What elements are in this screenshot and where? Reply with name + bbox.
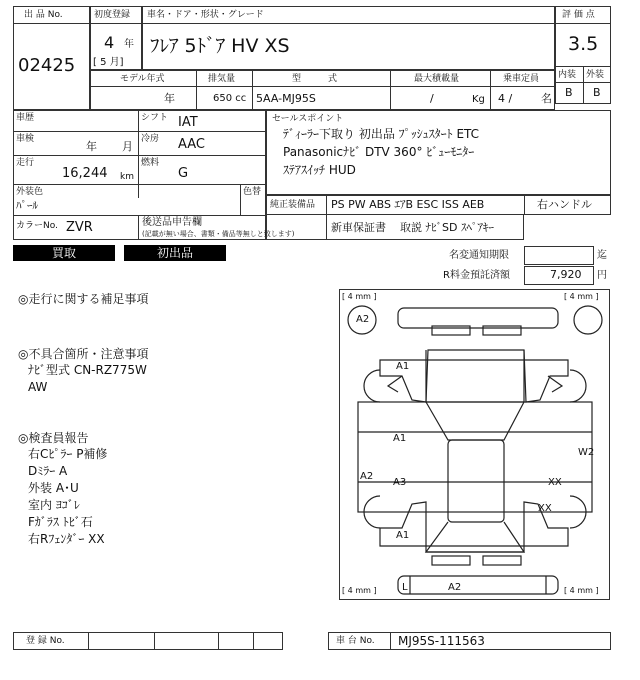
defect-line-1: ﾅﾋﾞ型式 CN-RZ775W (28, 363, 147, 377)
color-change-label: 色替 (243, 187, 262, 197)
tire-front-right: [ 4 mm ] (564, 292, 599, 301)
damage-mark: XX (538, 503, 552, 514)
front-plate-shape-2 (483, 326, 521, 335)
fuel-value: G (178, 166, 189, 181)
name-change-box (524, 246, 594, 265)
recycle-value: 7,920 (550, 268, 582, 281)
model-year-label: モデル年式 (120, 74, 165, 84)
damage-mark: W2 (578, 447, 595, 458)
equipment-value: PS PW ABS ｴｱB ESC ISS AEB (331, 198, 485, 211)
hood-shape (426, 350, 524, 402)
rear-bumper-shape (398, 576, 558, 594)
max-load-label: 最大積載量 (414, 74, 460, 84)
reg-no-label: 登 録 No. (26, 636, 65, 646)
recycle-unit: 円 (597, 270, 607, 281)
interior-label: 内装 (558, 70, 577, 80)
supplement-title: ◎走行に関する補足事項 (18, 292, 149, 306)
type-label: 型 式 (292, 74, 338, 84)
displacement-value: 650 cc (213, 93, 247, 104)
inspector-line-6: 右Rﾌｪﾝﾀﾞｰ XX (28, 532, 105, 546)
chassis-value: MJ95S-111563 (398, 634, 485, 648)
inspector-line-3: 外装 A･U (28, 481, 79, 495)
lot-number: 02425 (18, 55, 76, 76)
wheel-front-left (364, 370, 380, 402)
inspector-line-2: Dﾐﾗｰ A (28, 464, 68, 478)
ext-color-value: ﾊﾟｰﾙ (16, 199, 38, 212)
inspector-line-4: 室内 ﾖｺﾞﾚ (28, 498, 80, 512)
sales-points-label: セールスポイント (272, 114, 344, 124)
mileage-unit: km (120, 172, 134, 182)
first-reg-month: [ 5 月] (93, 57, 124, 68)
damage-mark: A1 (396, 361, 410, 372)
mileage-value: 16,244 (62, 166, 108, 181)
car-name-label: 車名・ドア・形状・グレード (147, 10, 264, 20)
tire-rear-right: [ 4 mm ] (564, 586, 599, 595)
name-change-label: 名変通知期限 (449, 250, 509, 261)
damage-mark: L (402, 582, 408, 593)
inspection-year-unit: 年 (86, 140, 97, 153)
shift-value: IAT (178, 115, 198, 130)
cabin-shape (426, 402, 524, 440)
damage-mark: A2 (360, 471, 374, 482)
chassis-label: 車 台 No. (336, 636, 375, 646)
tire-rear-left: [ 4 mm ] (342, 586, 377, 595)
purchase-tag: 買取 (13, 245, 115, 261)
tire-front-left: [ 4 mm ] (342, 292, 377, 301)
capacity-label: 乗車定員 (503, 74, 540, 84)
capacity-value: 4 / (498, 92, 513, 105)
wheel-front-right (570, 370, 586, 402)
docs-label: 後送品申告欄 (142, 217, 202, 228)
lot-no-label: 出 品 No. (24, 10, 63, 20)
max-load-value: / (430, 92, 434, 105)
displacement-label: 排気量 (208, 74, 236, 84)
damage-diagram (339, 289, 610, 600)
exterior-label: 外装 (586, 70, 605, 80)
color-no-value: ZVR (66, 220, 93, 235)
rear-plate-shape (432, 556, 470, 565)
first-reg-label: 初度登録 (94, 10, 131, 20)
inspector-line-5: Fｶﾞﾗｽ ﾄﾋﾞ石 (28, 515, 93, 529)
right-mirror-shape (548, 376, 562, 392)
fuel-label: 燃料 (141, 158, 160, 168)
inspector-title: ◎検査員報告 (18, 431, 89, 445)
color-no-label: カラーNo. (16, 221, 58, 231)
front-plate-shape (432, 326, 470, 335)
damage-mark: A2 (356, 314, 370, 325)
inspection-label: 車検 (16, 134, 35, 144)
warranty-value: 取説 ﾅﾋﾞSD ｽﾍﾟｱｷｰ (400, 221, 494, 234)
damage-mark: XX (548, 477, 562, 488)
sales-point-line-2: Panasonicﾅﾋﾞ DTV 360° ﾋﾞｭｰﾓﾆﾀｰ (283, 145, 475, 159)
car-upper-body (380, 350, 568, 402)
shift-label: シフト (141, 113, 169, 123)
first-reg-year: 4 (104, 33, 115, 52)
spare-tire-right (574, 306, 602, 334)
damage-mark: A1 (393, 433, 407, 444)
front-bumper-shape (398, 308, 558, 328)
left-mirror-shape (388, 376, 402, 392)
equipment-label: 純正装備品 (270, 200, 316, 210)
defect-line-2: AW (28, 380, 48, 394)
recycle-label: R料金預託済額 (443, 270, 510, 281)
type-value: 5AA-MJ95S (256, 92, 316, 105)
ext-color-label: 外装色 (16, 187, 44, 197)
damage-mark: A1 (396, 530, 410, 541)
exterior-grade: B (593, 86, 601, 99)
damage-mark: A2 (448, 582, 462, 593)
score-value: 3.5 (568, 33, 599, 55)
defects-title: ◎不具合箇所・注意事項 (18, 347, 149, 361)
side-band (358, 402, 595, 512)
car-diagram-svg (340, 290, 609, 599)
name-change-unit: 迄 (597, 250, 607, 261)
warranty-label: 新車保証書 (331, 221, 386, 234)
first-listing-tag: 初出品 (124, 245, 226, 261)
sales-point-line-3: ｽﾃｱｽｲｯﾁ HUD (283, 163, 356, 177)
handle-value: 右ハンドル (537, 198, 592, 211)
ac-value: AAC (178, 137, 205, 152)
year-unit: 年 (124, 39, 134, 50)
car-name: ﾌﾚｱ 5ﾄﾞｱ HV XS (150, 35, 290, 57)
inspection-month-unit: 月 (122, 140, 133, 153)
history-label: 車歴 (16, 113, 35, 123)
rear-window-shape (426, 522, 524, 552)
sales-point-line-1: ﾃﾞｨｰﾗｰ下取り 初出品 ﾌﾟｯｼｭｽﾀｰﾄ ETC (283, 127, 480, 141)
capacity-unit: 名 (541, 92, 552, 105)
interior-grade: B (565, 86, 573, 99)
mileage-label: 走行 (16, 158, 35, 168)
score-label: 評 価 点 (562, 10, 595, 20)
model-year-unit: 年 (164, 92, 175, 105)
rear-plate-shape-2 (483, 556, 521, 565)
roof-shape (448, 440, 504, 522)
max-load-unit: Kg (472, 94, 485, 105)
inspector-line-1: 右Cﾋﾟﾗｰ P補修 (28, 447, 108, 461)
damage-mark: A3 (393, 477, 407, 488)
docs-note: (記載が無い場合、書類・備品等無しと致します) (142, 230, 295, 238)
ac-label: 冷房 (141, 134, 160, 144)
